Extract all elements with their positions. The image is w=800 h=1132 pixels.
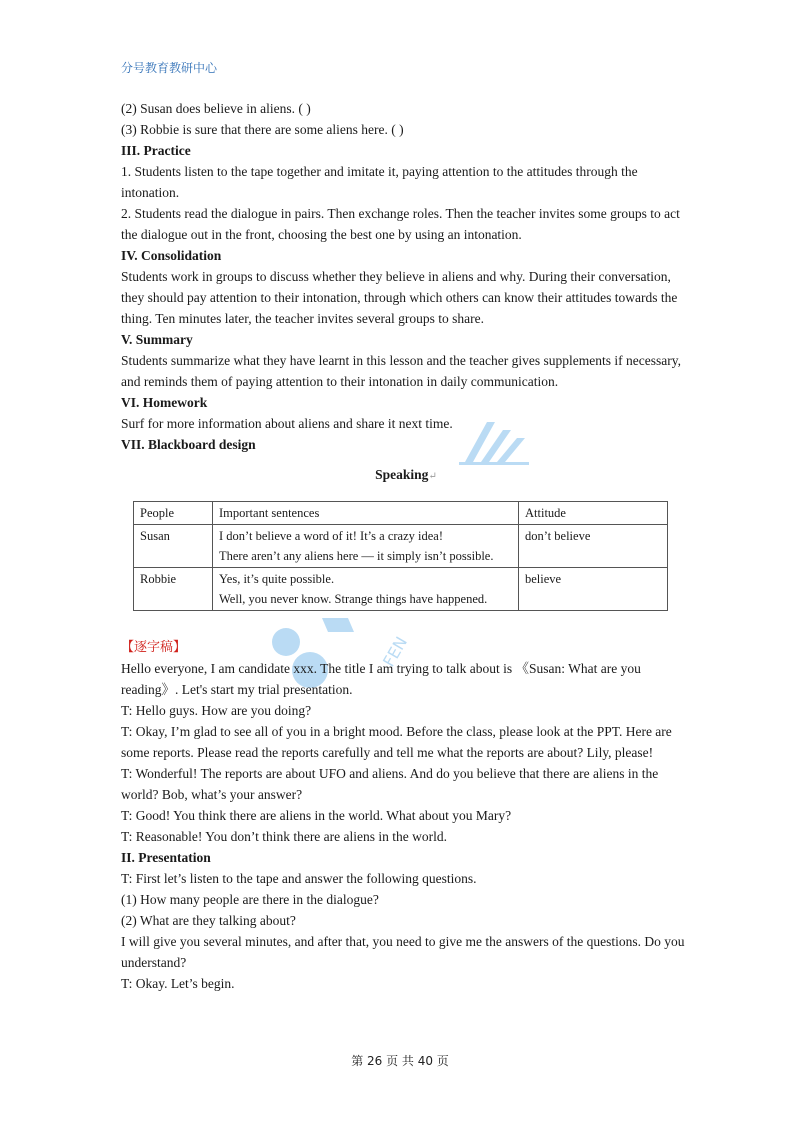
script-line: T: Wonderful! The reports are about UFO and aliens. And do you believe that there are aliens in the world? Bob, what’s your answer? bbox=[121, 766, 659, 802]
summary-text: Students summarize what they have learnt in this lesson and the teacher gives supplements if necessary, and reminds them of paying attention to their intonation in daily communication. bbox=[121, 353, 681, 389]
table-cell-attitude: don’t believe bbox=[519, 525, 668, 568]
table-row bbox=[134, 568, 668, 611]
script-line: T: Good! You think there are aliens in the world. What about you Mary? bbox=[121, 808, 512, 823]
table-row bbox=[134, 525, 668, 568]
paragraph-mark-icon: ↵ bbox=[428, 471, 437, 482]
heading-presentation: II. Presentation bbox=[121, 850, 211, 865]
script-line: T: First let’s listen to the tape and answer the following questions. bbox=[121, 871, 477, 886]
blackboard-title bbox=[121, 464, 691, 487]
question-3: (3) Robbie is sure that there are some aliens here. ( ) bbox=[121, 122, 404, 137]
heading-blackboard: VII. Blackboard design bbox=[121, 437, 256, 452]
table-cell-attitude: believe bbox=[519, 568, 668, 611]
table-header-cell: Attitude bbox=[519, 502, 668, 525]
watermark-text: FEN bbox=[379, 633, 412, 670]
page-header: 分号教育教研中心 bbox=[121, 61, 218, 75]
consolidation-text: Students work in groups to discuss whether they believe in aliens and why. During their conversation, they should pay attention to their intonation, through which others can know their attitudes towards the thing. Ten minutes later, the teacher invites several groups to share. bbox=[121, 269, 678, 326]
script-line: T: Okay, I’m glad to see all of you in a bright mood. Before the class, please look at the PPT. Here are some reports. Please read the reports carefully and tell me what the reports are about? Lily, please! bbox=[121, 724, 672, 760]
heading-homework: VI. Homework bbox=[121, 395, 208, 410]
page-footer: 第 26 页 共 40 页 bbox=[351, 1054, 449, 1068]
practice-item-1: 1. Students listen to the tape together and imitate it, paying attention to the attitudes through the intonation. bbox=[121, 164, 638, 200]
heading-consolidation: IV. Consolidation bbox=[121, 248, 222, 263]
table-cell-sentences bbox=[213, 568, 519, 611]
table-cell-person: Robbie bbox=[134, 568, 213, 611]
blackboard-title-text: Speaking bbox=[375, 467, 429, 482]
homework-text: Surf for more information about aliens and share it next time. bbox=[121, 416, 453, 431]
sentence-line: Yes, it’s quite possible. bbox=[219, 572, 335, 586]
blackboard-table bbox=[133, 501, 668, 611]
practice-item-2: 2. Students read the dialogue in pairs. Then exchange roles. Then the teacher invites some groups to act the dialogue out in the front, choosing the best one by using an intonation. bbox=[121, 206, 680, 242]
sentence-line: There aren’t any aliens here — it simply isn’t possible. bbox=[219, 549, 494, 563]
table-cell-person: Susan bbox=[134, 525, 213, 568]
script-question-2: (2) What are they talking about? bbox=[121, 913, 296, 928]
table-cell-sentences bbox=[213, 525, 519, 568]
script-line: T: Hello guys. How are you doing? bbox=[121, 703, 312, 718]
table-header-row bbox=[134, 502, 668, 525]
question-2: (2) Susan does believe in aliens. ( ) bbox=[121, 101, 311, 116]
table-header-cell: People bbox=[134, 502, 213, 525]
table-header-cell: Important sentences bbox=[213, 502, 519, 525]
document-body bbox=[121, 98, 691, 994]
script-tag: 【逐字稿】 bbox=[121, 640, 187, 655]
sentence-line: I don’t believe a word of it! It’s a crazy idea! bbox=[219, 529, 443, 543]
script-intro: Hello everyone, I am candidate xxx. The title I am trying to talk about is 《Susan: What are you reading》. Let's start my trial presentation. bbox=[121, 661, 641, 697]
script-line: T: Reasonable! You don’t think there are aliens in the world. bbox=[121, 829, 448, 844]
sentence-line: Well, you never know. Strange things have happened. bbox=[219, 592, 488, 606]
heading-summary: V. Summary bbox=[121, 332, 193, 347]
script-line: T: Okay. Let’s begin. bbox=[121, 976, 235, 991]
heading-practice: III. Practice bbox=[121, 143, 191, 158]
script-line: I will give you several minutes, and after that, you need to give me the answers of the questions. Do you understand? bbox=[121, 934, 685, 970]
script-question-1: (1) How many people are there in the dialogue? bbox=[121, 892, 379, 907]
